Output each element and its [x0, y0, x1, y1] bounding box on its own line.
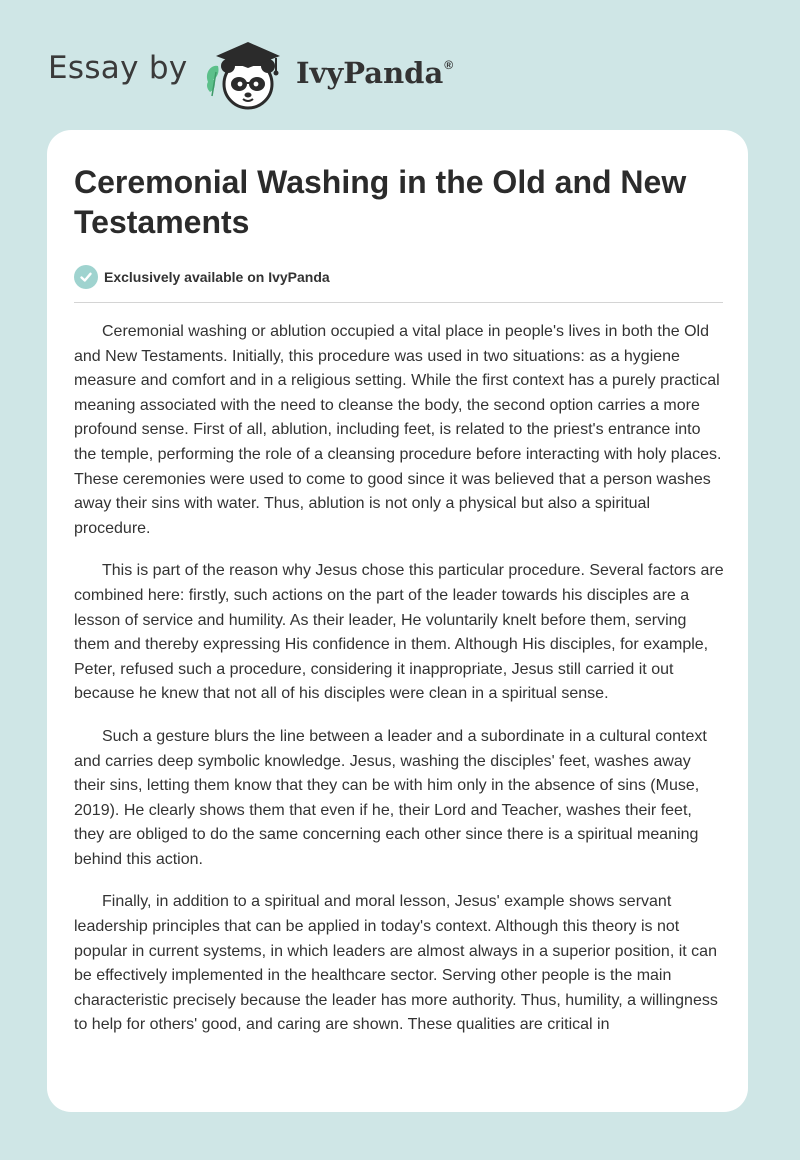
exclusive-badge [74, 264, 330, 290]
paragraph: Ceremonial washing or ablution occupied a vital place in people's lives in both the Old and New Testaments. Initially, this procedure was used in two situations: as a hygiene measure and comfort and in a religious setting. While the first context has a purely practical meaning associated with the need to cleanse the body, the second option carries a more profound sense. First of all, ablution, including feet, is related to the priest's entrance into the temple, performing the role of a cleansing procedure before interacting with holy places. These ceremonies were used to come to good since it was believed that a person washes away their sins with water. Thus, ablution is not only a physical but also a spiritual procedure. [74, 323, 722, 537]
panda-graduate-icon [198, 36, 290, 112]
paragraph: Finally, in addition to a spiritual and moral lesson, Jesus' example shows servant leadership principles that can be applied in today's context. Although this theory is not popular in current systems, in which leaders are almost always in a superior position, it can be effectively implemented in the healthcare sector. Serving other people is the main characteristic precisely because the leader has more authority. Thus, humility, a willingness to help for others' good, and caring are shown. These qualities are critical in [74, 893, 718, 1034]
check-circle-icon [74, 265, 98, 289]
paragraph: Such a gesture blurs the line between a leader and a subordinate in a cultural context and carries deep symbolic knowledge. Jesus, washing the disciples' feet, washes away their sins, letting them know that they can be with him only in the absence of sins (Muse, 2019). He clearly shows them that even if he, their Lord and Teacher, washes their feet, they are obliged to do the same concerning each other since there is a spiritual meaning behind this action. [74, 727, 707, 868]
exclusive-badge-text: Exclusively available on IvyPanda [104, 269, 330, 285]
registered-mark: ® [444, 58, 454, 72]
essay-body [74, 320, 726, 1056]
brand-name: IvyPanda® [296, 56, 454, 90]
paragraph: This is part of the reason why Jesus chose this particular procedure. Several factors are combined here: firstly, such actions on the part of the leader towards his disciples are a lesson of service and humility. As their leader, He voluntarily knelt before them, serving them and thereby expressing His confidence in them. Although His disciples, for example, Peter, refused such a procedure, considering it inappropriate, Jesus still carried it out because he knew that not all of his disciples were clean in a spiritual sense. [74, 562, 724, 703]
site-header [0, 0, 800, 128]
page-title: Ceremonial Washing in the Old and New Testaments [74, 164, 687, 240]
essay-card [47, 130, 748, 1112]
essay-by-label: Essay by [48, 50, 188, 86]
divider [74, 302, 723, 303]
